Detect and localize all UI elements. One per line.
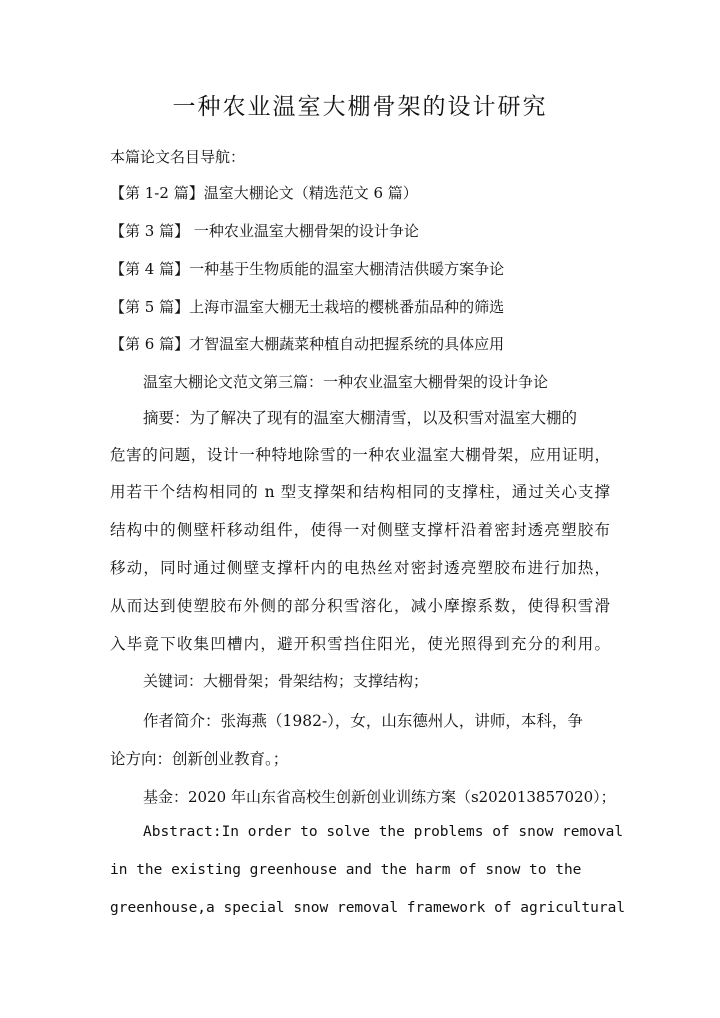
fund-line: 基金：2020 年山东省高校生创新创业训练方案（s202013857020）； <box>143 788 616 806</box>
abstract-line-3: 用若干个结构相同的 n 型支撑架和结构相同的支撑柱，通过关心支撑 <box>110 483 610 501</box>
document-title: 一种农业温室大棚骨架的设计研究 <box>172 94 548 120</box>
english-abstract-line-3: greenhouse,a special snow removal framework of agricultural <box>110 900 626 916</box>
author-line-1: 作者简介：张海燕（1982-），女，山东德州人，讲师，本科，争 <box>143 712 583 730</box>
abstract-line-6: 从而达到使塑胶布外侧的部分积雪溶化，减小摩擦系数，使得积雪滑 <box>110 597 610 615</box>
abstract-line-5: 移动，同时通过侧壁支撑杆内的电热丝对密封透亮塑胶布进行加热， <box>110 559 610 577</box>
abstract-line-4: 结构中的侧壁杆移动组件，使得一对侧壁支撑杆沿着密封透亮塑胶布 <box>110 521 610 539</box>
english-abstract-line-1: Abstract:In order to solve the problems of snow removal <box>143 824 624 840</box>
nav-heading: 本篇论文名目导航： <box>110 148 246 166</box>
abstract-line-7: 入毕竟下收集凹槽内，避开积雪挡住阳光，使光照得到充分的利用。 <box>110 635 610 653</box>
nav-item-1: 【第 1-2 篇】温室大棚论文（精选范文 6 篇） <box>110 184 418 202</box>
keywords: 关键词：大棚骨架；骨架结构；支撑结构； <box>143 672 429 690</box>
nav-item-3: 【第 4 篇】一种基于生物质能的温室大棚清洁供暖方案争论 <box>110 260 505 278</box>
nav-item-2: 【第 3 篇】 一种农业温室大棚骨架的设计争论 <box>110 222 419 240</box>
english-abstract-line-2: in the existing greenhouse and the harm of snow to the <box>110 862 582 878</box>
nav-item-5: 【第 6 篇】才智温室大棚蔬菜种植自动把握系统的具体应用 <box>110 335 505 353</box>
nav-item-4: 【第 5 篇】上海市温室大棚无土栽培的樱桃番茄品种的筛选 <box>110 298 505 316</box>
author-line-2: 论方向：创新创业教育。； <box>110 750 289 768</box>
section-heading: 温室大棚论文范文第三篇：一种农业温室大棚骨架的设计争论 <box>143 373 549 391</box>
abstract-line-2: 危害的问题，设计一种特地除雪的一种农业温室大棚骨架，应用证明， <box>110 446 610 464</box>
abstract-line-1: 摘要：为了解决了现有的温室大棚清雪，以及积雪对温室大棚的 <box>143 409 578 427</box>
